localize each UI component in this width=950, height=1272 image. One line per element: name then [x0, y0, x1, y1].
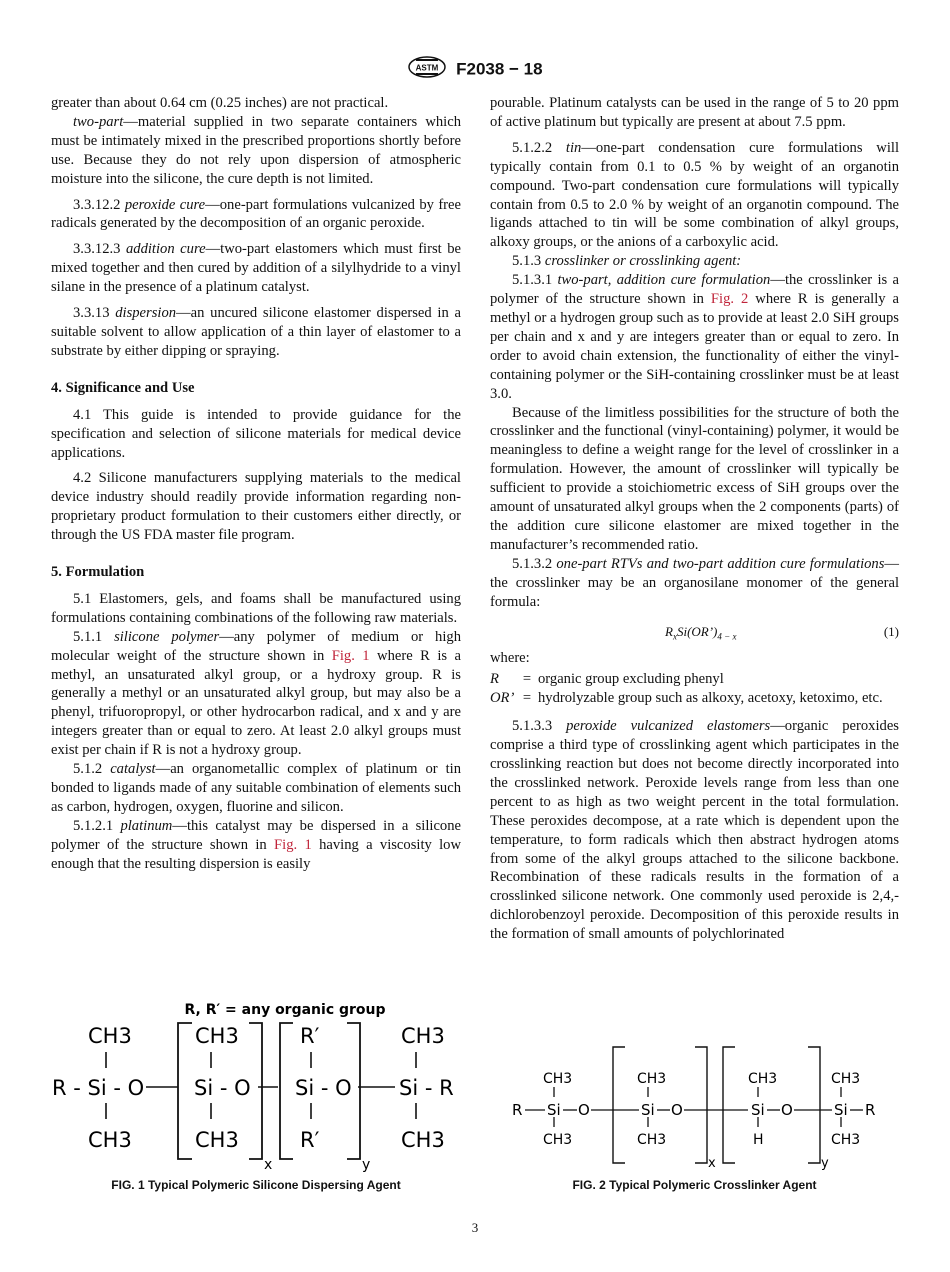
paragraph: Because of the limitless possibilities for the structure of both the crosslinker and the functional (vinyl-containing) polymer, it would be meaningless to define a weight range for the level of crosslinker in a formulation. However, the amount of crosslinker will typically be sufficient to provide a stoichiometric excess of SiH groups over the amount of unsaturated alkyl groups when the 2 components (parts) of the addition cure silicone elastomer are mixed together in the manufacturer’s recommended ratio.	[490, 404, 899, 553]
paragraph: 5.1.3 crosslinker or crosslinking agent:	[512, 253, 742, 270]
fig2-bonds	[525, 1087, 863, 1127]
fig1-chain-unit: Si - O	[295, 1076, 352, 1100]
fig2-top-group: CH3	[637, 1071, 667, 1087]
paragraph: two-part—material supplied in two separate containers which must be intimately mixed in the prescribed proportions shortly before use. Because they do not rely upon dispersion of atmospheric moisture into the silicone, the cure depth is not limited.	[51, 113, 461, 187]
paragraph: pourable. Platinum catalysts can be used in the range of 5 to 20 ppm of active platinum but typically are present at about 7.5 ppm.	[490, 95, 899, 130]
fig2-top-group: CH3	[748, 1071, 778, 1087]
fig1-link[interactable]: Fig. 1	[331, 647, 370, 664]
astm-logo-text: ASTM	[416, 63, 439, 73]
fig2-top-group: CH3	[543, 1071, 573, 1087]
fig1-caption: FIG. 1 Typical Polymeric Silicone Dispersing Agent	[111, 1178, 401, 1192]
fig1-bottom-group: CH3	[401, 1128, 445, 1152]
equation-formula: $R_xSi(OR’)_{4 - x}$	[665, 624, 737, 643]
fig2-bottom-group: H	[753, 1132, 764, 1148]
fig2-top-group: CH3	[831, 1071, 861, 1087]
paragraph: 4.1 This guide is intended to provide guidance for the specification and selection of silicone materials for medical device applications.	[51, 406, 461, 461]
section-heading: 5. Formulation	[51, 564, 145, 581]
fig1-top-group: CH3	[195, 1024, 239, 1048]
fig2-atom: O	[781, 1101, 793, 1119]
fig1-subscript-x: x	[264, 1157, 273, 1173]
paragraph: 4.2 Silicone manufacturers supplying materials to the medical device industry should readily provide information regarding non-proprietary product formulation to their customers either directly, or through the US FDA master file program.	[51, 470, 461, 544]
fig2-subscript-x: x	[708, 1156, 716, 1171]
page-header	[0, 56, 950, 83]
fig1-legend: R, R′ = any organic group	[184, 1002, 386, 1018]
fig2-atom: R	[865, 1101, 876, 1119]
section-heading: 4. Significance and Use	[51, 379, 195, 396]
paragraph: 5.1.3.2 one-part RTVs and two-part addition cure formulations—the crosslinker may be an organosilane monomer of the general formula:	[490, 555, 899, 610]
fig1-bottom-group: CH3	[88, 1128, 132, 1152]
left-column	[51, 94, 461, 874]
fig2-atom: O	[578, 1101, 590, 1119]
where-label: where:	[490, 650, 530, 667]
paragraph: 5.1.2.1 platinum—this catalyst may be dispersed in a silicone polymer of the structure shown in Fig. 1 having a viscosity low enough that the resulting dispersion is easily	[51, 817, 462, 872]
fig1-chain-unit: Si - O	[194, 1076, 251, 1100]
fig1-subscript-y: y	[362, 1157, 371, 1173]
fig1-top-group: CH3	[401, 1024, 445, 1048]
paragraph: 5.1.3.3 peroxide vulcanized elastomers—organic peroxides comprise a third type of crosslinking agent which participates in the crosslinking reaction but does not become directly incorporated into the crosslinked network. Peroxide levels range from less than one percent to as high as two weight percent in the total formulation. These peroxides decompose, at a rate which is dependent upon the temperature, to form radicals which then abstract hydrogen atoms from some of the alkyl groups attached to the silicone backbone. Recombination of these radicals results in the formation of a crosslinked silicone network. One commonly used peroxide is 2,4,-dichlorobenzoyl peroxide. Decomposition of this peroxide results in the formation of small amounts of polychlorinated	[490, 718, 899, 943]
right-column	[490, 94, 899, 944]
page-number: 3	[471, 1220, 479, 1235]
paragraph: 5.1.3.1 two-part, addition cure formulation—the crosslinker is a polymer of the structure shown in Fig. 2 where R is generally a methyl or a hydrogen group such as to provide at least 2.0 SiH groups per chain and x and y are integers greater than or equal to zero. In order to avoid chain extension, the functionality of either the vinyl-containing polymer or the SiH-containing crosslinker must be at least 3.0.	[490, 272, 900, 402]
fig2-atom: O	[671, 1101, 683, 1119]
paragraph: greater than about 0.64 cm (0.25 inches) are not practical.	[51, 95, 389, 111]
paragraph: 5.1.2 catalyst—an organometallic complex of platinum or tin bonded to ligands made of any suitable combination of elements such as carbon, hydrogen, oxygen, fluorine and silicon.	[51, 761, 461, 815]
fig2-atom: Si	[547, 1101, 561, 1119]
fig1-structure	[40, 995, 470, 1175]
fig2-atom: Si	[641, 1101, 655, 1119]
paragraph: 5.1 Elastomers, gels, and foams shall be manufactured using formulations containing combinations of the following raw materials.	[51, 590, 461, 626]
paragraph: 3.3.12.3 addition cure—two-part elastomers which must first be mixed together and then cured by addition of a silylhydride to a vinyl silane in the presence of a platinum catalyst.	[51, 241, 462, 296]
fig2-bottom-group: CH3	[543, 1132, 573, 1148]
equation-number: (1)	[883, 624, 899, 640]
paragraph: 5.1.1 silicone polymer—any polymer of medium or high molecular weight of the structure shown in Fig. 1 where R is a methyl, an unsaturated alkyl group, or a hydroxy group. R is generally a methyl or an unsaturated alkyl group, but may also be a phenyl, trifuoropropyl, or other hydrocarbon radical, and x and y are integers greater than or equal to zero. At least 2.0 alkyl groups must exist per chain if R is not a hydroxy group.	[51, 628, 462, 759]
definition-item: OR’ = hydrolyzable group such as alkoxy, acetoxy, ketoximo, etc.	[490, 690, 883, 707]
fig2-bottom-group: CH3	[637, 1132, 667, 1148]
fig2-atom: Si	[834, 1101, 848, 1119]
fig1-top-group: CH3	[88, 1024, 132, 1048]
astm-logo-icon	[407, 56, 447, 83]
fig2-atom: Si	[751, 1101, 765, 1119]
fig1-bottom-group: R′	[300, 1128, 320, 1152]
fig2-link[interactable]: Fig. 2	[710, 291, 749, 308]
standard-code: F2038 − 18	[456, 59, 543, 79]
fig2-atom: R	[512, 1101, 523, 1119]
paragraph: 5.1.2.2 tin—one-part condensation cure formulations will typically contain from 0.1 to 0.5 % by weight of an organotin compound. Two-part condensation cure formulations will typically contain from 0.5 to 2.0 % by weight of an organotin compound. The ligands attached to tin will be some combination of alkyl groups, alkoxy groups, or the anions of a carboxylic acid.	[490, 139, 900, 251]
paragraph: 3.3.12.2 peroxide cure—one-part formulations vulcanized by free radicals generated by the decomposition of an organic peroxide.	[51, 196, 461, 232]
fig1-bottom-group: CH3	[195, 1128, 239, 1152]
fig1-link[interactable]: Fig. 1	[274, 836, 312, 853]
fig2-caption: FIG. 2 Typical Polymeric Crosslinker Agent	[572, 1178, 817, 1192]
fig2-bottom-group: CH3	[831, 1132, 861, 1148]
fig2-subscript-y: y	[821, 1156, 829, 1171]
fig1-chain-unit: Si - R	[399, 1076, 454, 1100]
fig1-chain-unit: R - Si - O	[52, 1076, 145, 1100]
equation-1	[490, 615, 899, 649]
definitions-list	[490, 670, 899, 708]
fig1-top-group: R′	[300, 1024, 320, 1048]
fig1-bonds	[106, 1052, 416, 1119]
definition-item: R = organic group excluding phenyl	[490, 671, 724, 688]
fig2-structure	[505, 1045, 885, 1175]
paragraph: 3.3.13 dispersion—an uncured silicone elastomer dispersed in a suitable solvent to allow application of a thin layer of elastomer to a substrate by either dipping or spraying.	[51, 305, 461, 359]
